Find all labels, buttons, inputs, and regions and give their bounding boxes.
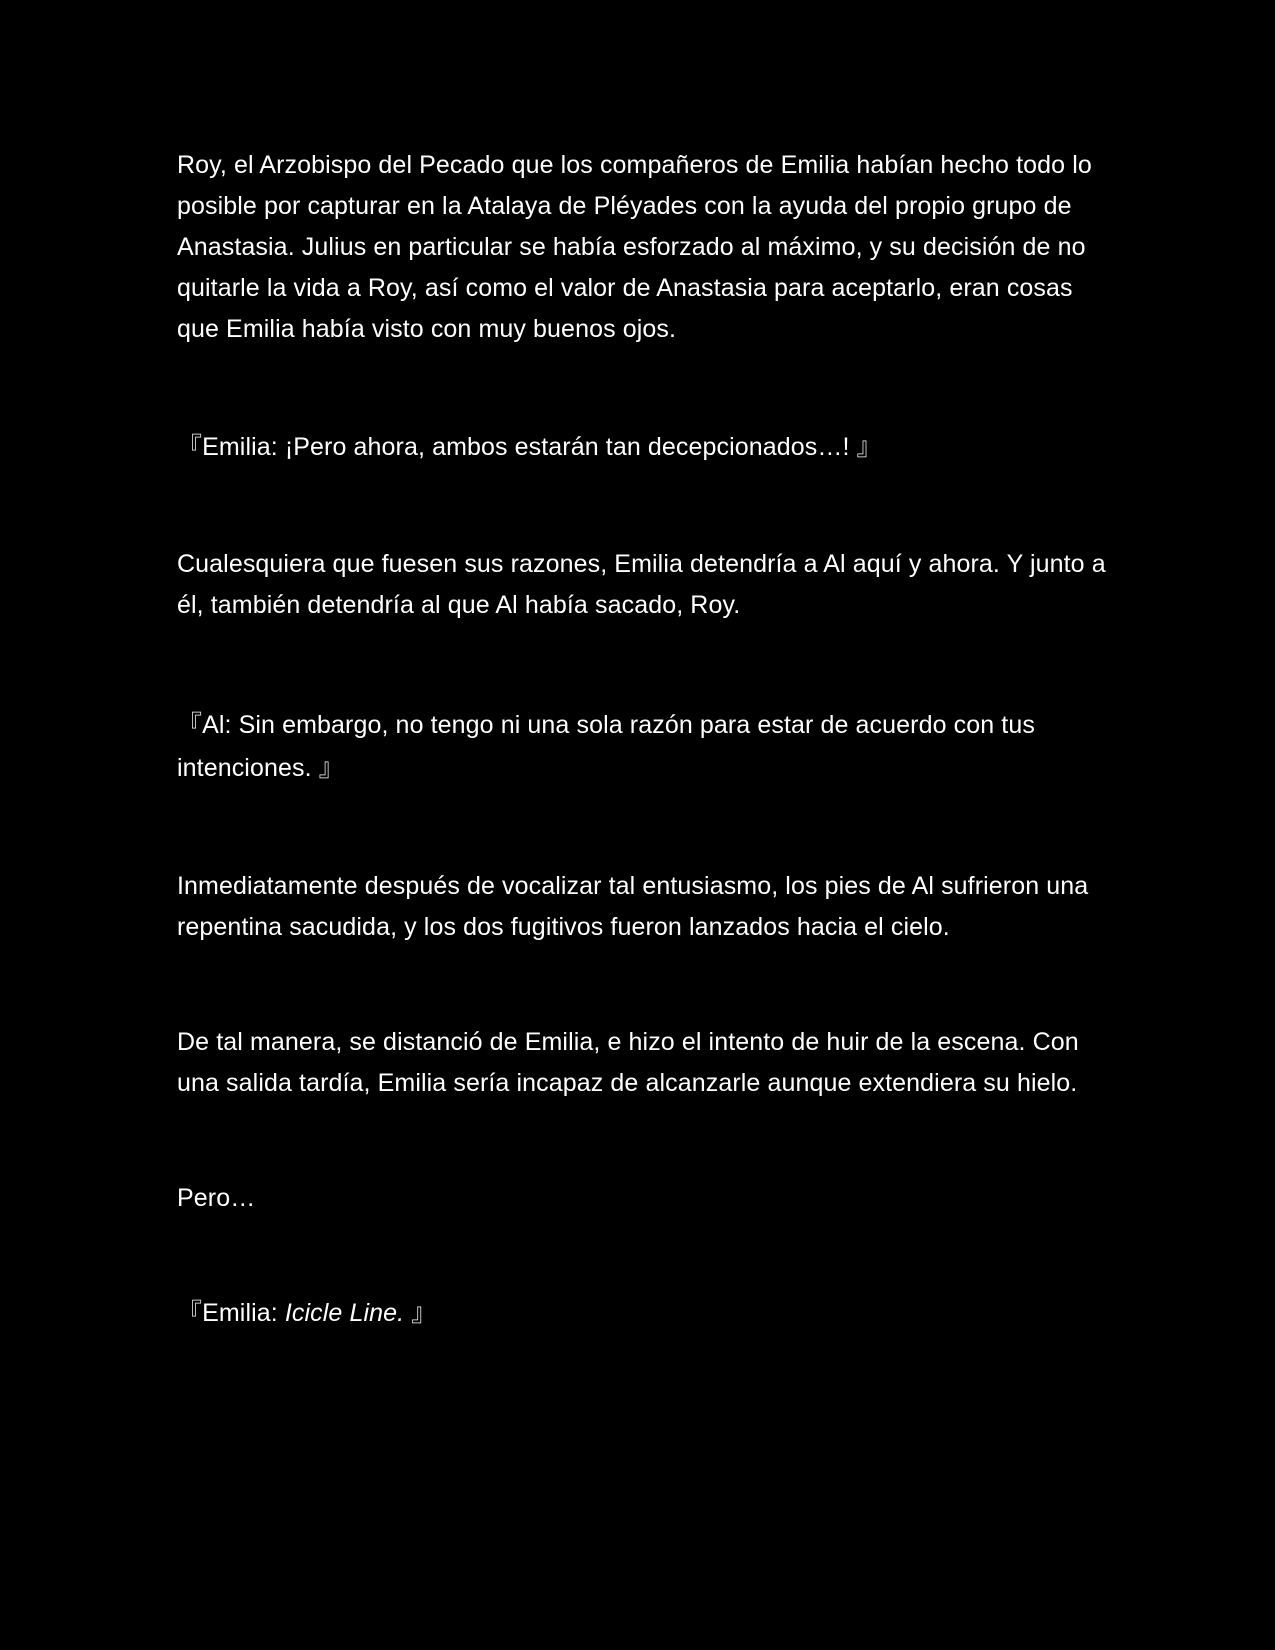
dialogue-al: 『Al: Sin embargo, no tengo ni una sola razón para estar de acuerdo con tus intenciones. 』 (177, 711, 1035, 782)
document-page (177, 145, 1107, 1334)
paragraph-2: Cualesquiera que fuesen sus razones, Emilia detendría a Al aquí y ahora. Y junto a él, también detendría al que Al había sacado, Roy. (177, 550, 1106, 619)
spell-name: Icicle Line. (284, 1299, 405, 1327)
paragraph-3: Inmediatamente después de vocalizar tal entusiasmo, los pies de Al sufrieron una repentina sacudida, y los dos fugitivos fueron lanzados hacia el cielo. (177, 872, 1089, 941)
dialogue-suffix: 』 (404, 1299, 437, 1327)
paragraph-1: Roy, el Arzobispo del Pecado que los compañeros de Emilia habían hecho todo lo posible por capturar en la Atalaya de Pléyades con la ayuda del propio grupo de Anastasia. Julius en particular se había esforzado al máximo, y su decisión de no quitarle la vida a Roy, así como el valor de Anastasia para aceptarlo, eran cosas que Emilia había visto con muy buenos ojos. (177, 151, 1092, 343)
paragraph-4: De tal manera, se distanció de Emilia, e hizo el intento de huir de la escena. Con una salida tardía, Emilia sería incapaz de alcanzarle aunque extendiera su hielo. (177, 1028, 1079, 1097)
dialogue-prefix: 『Emilia: (177, 1299, 285, 1327)
dialogue-emilia-2 (177, 1293, 1107, 1334)
paragraph-5: Pero… (177, 1184, 256, 1212)
dialogue-emilia-1: 『Emilia: ¡Pero ahora, ambos estarán tan decepcionados…! 』 (177, 433, 882, 461)
